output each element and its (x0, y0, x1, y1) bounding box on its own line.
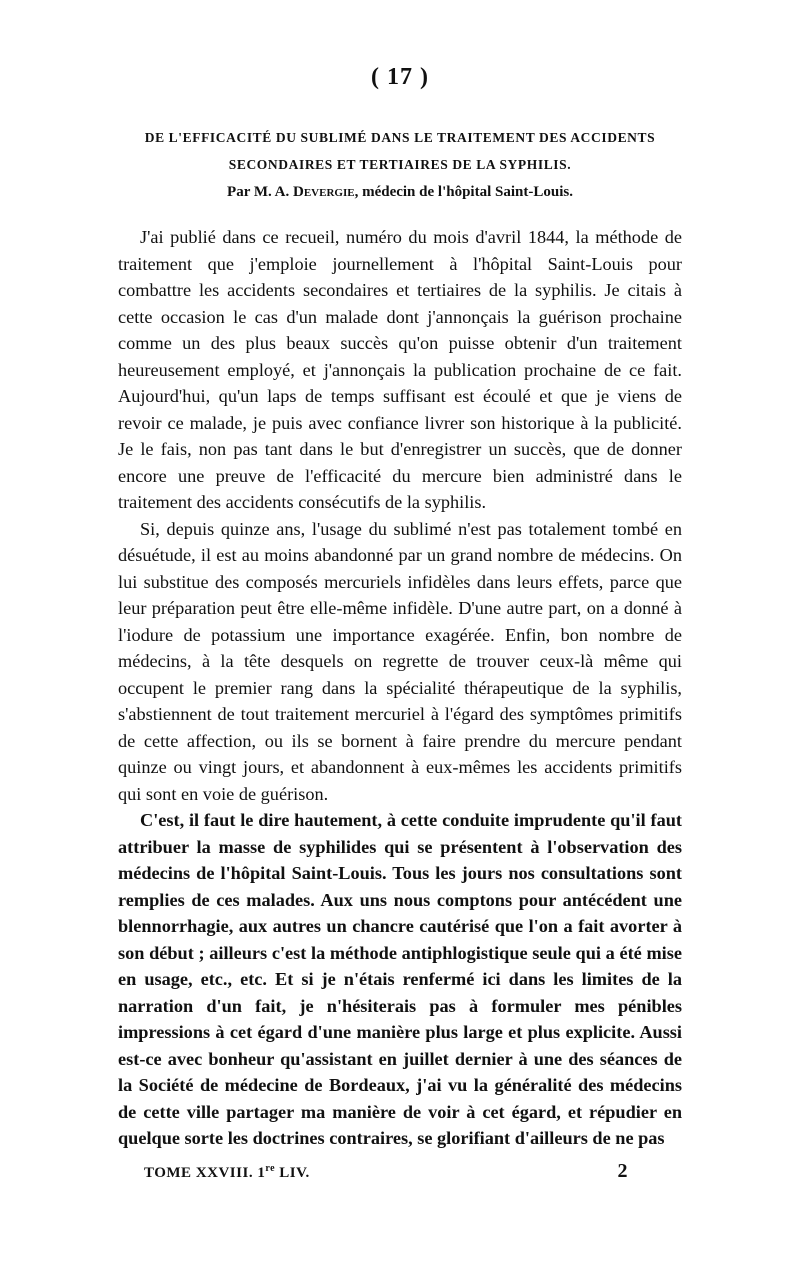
author-suffix: , médecin de l'hôpital Saint-Louis. (354, 184, 573, 200)
paragraph-2: Si, depuis quinze ans, l'usage du sublimé n'est pas totalement tombé en désuétude, il est au moins abandonné par un grand nombre de médecins. On lui substitue des composés mercuriels infidèles dans leurs effets, parce que leur préparation peut être elle-même infidèle. D'une autre part, on a donné à l'iodure de potassium une importance exagérée. Enfin, bon nombre de médecins, à la tête desquels on regrette de trouver ceux-là même qui occupent le premier rang dans la spécialité thérapeutique de la syphilis, s'abstiennent de tout traitement mercuriel à l'égard des symptômes primitifs de cette affection, ou ils se bornent à faire prendre du mercure pendant quinze ou vingt jours, et abandonnent à eux-mêmes les accidents primitifs qui sont en voie de guérison. (118, 518, 682, 804)
paragraph-1: J'ai publié dans ce recueil, numéro du mois d'avril 1844, la méthode de traitement que j'emploie journellement à l'hôpital Saint-Louis pour combattre les accidents secondaires et tertiaires de la syphilis. Je citais à cette occasion le cas d'un malade dont j'annonçais la guérison prochaine comme un des plus beaux succès qu'on puisse obtenir d'un traitement heureusement employé, et j'annonçais la publication prochaine de ce fait. Aujourd'hui, qu'un laps de temps suffisant est écoulé et que je viens de revoir ce malade, je puis avec confiance livrer son historique à la publicité. Je le fais, non pas tant dans le but d'enregistrer un succès, que de donner encore une preuve de l'efficacité du mercure bien administré dans le traitement des accidents consécutifs de la syphilis. (118, 227, 682, 512)
signature-volume: TOME XXVIII. 1 (144, 1165, 266, 1181)
signature-number: 2 (617, 1160, 628, 1182)
author-name: Devergie (293, 184, 355, 200)
document-page (118, 0, 682, 1262)
signature-superscript: re (265, 1163, 276, 1174)
page-number: ( 17 ) (371, 64, 429, 90)
article-body (118, 224, 682, 1152)
paragraph-3: C'est, il faut le dire hautement, à cette conduite imprudente qu'il faut attribuer la masse de syphilides qui se présentent à l'observation des médecins de l'hôpital Saint-Louis. Tous les jours nos consultations sont remplies de ces malades. Aux uns nous comptons pour antécédent une blennorrhagie, aux autres un chancre cautérisé que l'on a fait avorter à son début ; ailleurs c'est la méthode antiphlogistique seule qui a été mise en usage, etc., etc. Et si je n'étais renfermé ici dans les limites de la narration d'un fait, je n'hésiterais pas à formuler mes pénibles impressions à cet égard d'une manière plus large et plus explicite. Aussi est-ce avec bonheur qu'assistant en juillet dernier à une des séances de la Société de médecine de Bordeaux, j'ai vu la généralité des médecins de cette ville partager ma manière de voir à cet égard, et répudier en quelque sorte les doctrines contraires, se glorifiant d'ailleurs de ne pas (118, 810, 682, 1148)
author-prefix: Par M. A. (227, 184, 293, 200)
author-line (118, 184, 682, 201)
signature-livraison: LIV. (275, 1165, 310, 1181)
signature-mark (144, 1163, 310, 1182)
article-title-line-1: DE L'EFFICACITÉ DU SUBLIMÉ DANS LE TRAITEMENT DES ACCIDENTS (144, 130, 656, 145)
article-title (118, 124, 682, 178)
article-title-line-2: SECONDAIRES ET TERTIAIRES DE LA SYPHILIS. (228, 157, 572, 172)
